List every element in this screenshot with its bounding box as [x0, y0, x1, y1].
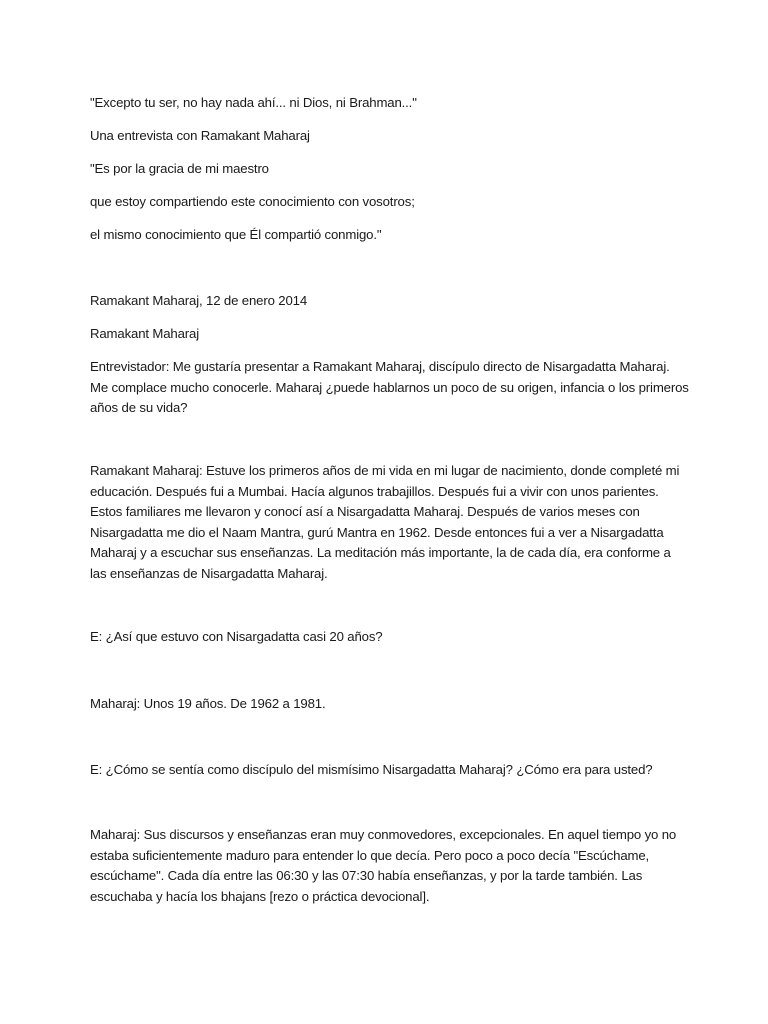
paragraph-answer-3: Maharaj: Sus discursos y enseñanzas eran muy conmovedores, excepcionales. En aquel tiempo yo no estaba suficientemente maduro para entender lo que decía. Pero poco a poco decía "Escúchame, escúchame". Cada día entre las 06:30 y las 07:30 había enseñanzas, y por la tarde también. Las escuchaba y hacía los bhajans [rezo o práctica devocional].: [90, 827, 677, 904]
interview-subtitle: Una entrevista con Ramakant Maharaj: [90, 128, 310, 143]
paragraph-question-2: E: ¿Así que estuvo con Nisargadatta casi 20 años?: [90, 629, 383, 644]
paragraph-maharaj-answer-1: Ramakant Maharaj: Estuve los primeros años de mi vida en mi lugar de nacimiento, donde completé mi educación. Después fui a Mumbai. Hacía algunos trabajillos. Después fui a vivir con unos parientes. Estos familiares me llevaron y conocí así a Nisargadatta Maharaj. Después de varios meses con Nisargadatta me dio el Naam Mantra, gurú Mantra en 1962. Desde entonces fui a ver a Nisargadatta Maharaj y a escuchar sus enseñanzas. La meditación más importante, la de cada día, era conforme a las enseñanzas de Nisargadatta Maharaj.: [90, 463, 680, 581]
date-line: Ramakant Maharaj, 12 de enero 2014: [90, 293, 308, 308]
paragraph-answer-2: Maharaj: Unos 19 años. De 1962 a 1981.: [90, 696, 326, 711]
paragraph-interviewer-intro: Entrevistador: Me gustaría presentar a Ramakant Maharaj, discípulo directo de Nisargadatta Maharaj. Me complace mucho conocerle. Maharaj ¿puede hablarnos un poco de su origen, infancia o los primeros años de su vida?: [90, 359, 689, 415]
quote-title: "Excepto tu ser, no hay nada ahí... ni Dios, ni Brahman...": [90, 95, 417, 110]
quote-line-1: "Es por la gracia de mi maestro: [90, 161, 269, 176]
quote-line-2: que estoy compartiendo este conocimiento con vosotros;: [90, 194, 415, 209]
speaker-name: Ramakant Maharaj: [90, 326, 200, 341]
paragraph-question-3: E: ¿Cómo se sentía como discípulo del mismísimo Nisargadatta Maharaj? ¿Cómo era para usted?: [90, 762, 653, 777]
quote-line-3: el mismo conocimiento que Él compartió conmigo.": [90, 227, 382, 242]
